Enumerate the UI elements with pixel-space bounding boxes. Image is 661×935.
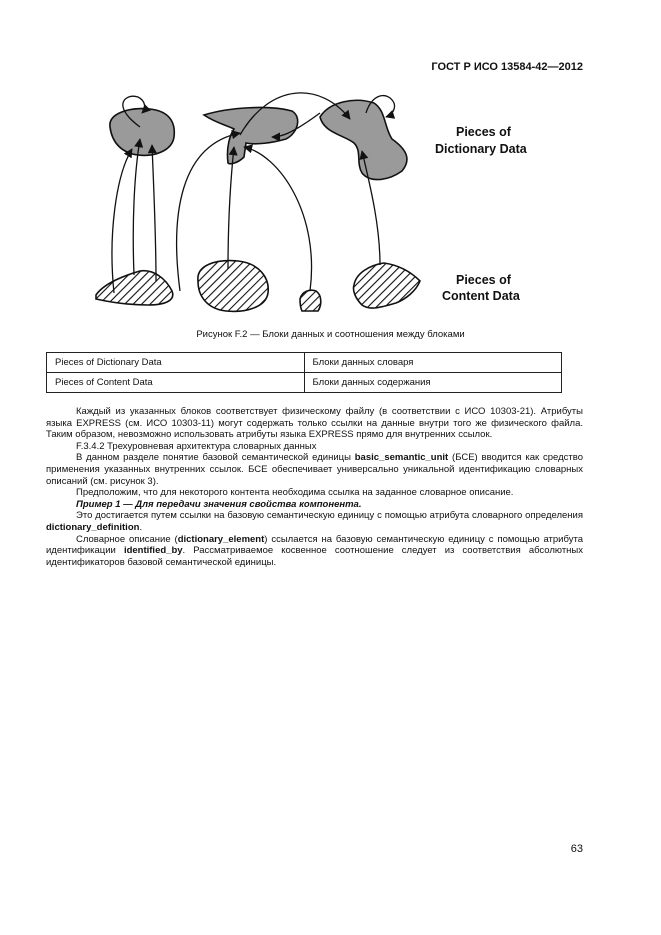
dictionary-label-line1: Pieces of bbox=[456, 125, 511, 139]
paragraph: Предположим, что для некоторого контента необходима ссылка на заданное словарное описание. bbox=[76, 487, 514, 499]
dictionary-blob-3 bbox=[320, 100, 407, 179]
example-title: Пример 1 — Для передачи значения свойства компонента. bbox=[76, 498, 362, 510]
dictionary-label-line2: Dictionary Data bbox=[435, 142, 527, 156]
body-text bbox=[46, 406, 583, 568]
paragraph: Это достигается путем ссылки на базовую семантическую единицу с помощью атрибута словарного определения dictionary_definition. bbox=[46, 510, 583, 533]
dictionary-blob-2 bbox=[204, 108, 298, 164]
data-blocks-figure bbox=[80, 85, 560, 320]
term-en: Pieces of Dictionary Data bbox=[47, 353, 305, 373]
ref-arrow-4 bbox=[152, 145, 156, 281]
term-en: Pieces of Content Data bbox=[47, 373, 305, 393]
content-blob-4 bbox=[353, 263, 420, 308]
content-label-line1: Pieces of bbox=[456, 273, 511, 287]
document-header: ГОСТ Р ИСО 13584-42—2012 bbox=[431, 61, 583, 73]
ref-arrow-2 bbox=[112, 149, 132, 293]
content-label-line2: Content Data bbox=[442, 289, 520, 303]
ref-arrow-6 bbox=[228, 147, 234, 269]
content-blob-1 bbox=[96, 271, 173, 305]
term-ru: Блоки данных словаря bbox=[304, 353, 562, 373]
term-ru: Блоки данных содержания bbox=[304, 373, 562, 393]
ref-arrow-3 bbox=[133, 139, 140, 275]
terms-table bbox=[46, 352, 562, 393]
figure-caption: Рисунок F.2 — Блоки данных и соотношения между блоками bbox=[196, 329, 465, 340]
content-blob-3 bbox=[300, 290, 321, 311]
section-heading: F.3.4.2 Трехуровневая архитектура словарных данных bbox=[76, 440, 317, 452]
paragraph: Словарное описание (dictionary_element) ссылается на базовую семантическую единицу с помощью атрибута идентификации identified_by. Рассматриваемое косвенное соотношение следует из соответствия абсолютных идентификаторов базовой семантической единицы. bbox=[46, 533, 583, 568]
page-number: 63 bbox=[570, 843, 583, 855]
content-blob-2 bbox=[198, 261, 268, 312]
paragraph: В данном разделе понятие базовой семантической единицы basic_semantic_unit (БСЕ) вводится как средство применения указанных внутренних ссылок. БСЕ обеспечивает универсально уникальной идентификацию словарных описаний (см. рисунок 3). bbox=[46, 452, 583, 487]
paragraph: Каждый из указанных блоков соответствует физическому файлу (в соответствии с ИСО 10303-21). Атрибуты языка EXPRESS (см. ИСО 10303-11) могут содержать только ссылки на данные внутри того же физического файла. Таким образом, невозможно использовать атрибуты языка EXPRESS прямо для внутренних ссылок. bbox=[46, 406, 583, 441]
table-row bbox=[47, 373, 562, 393]
dictionary-blob-1 bbox=[110, 109, 174, 156]
table-row bbox=[47, 353, 562, 373]
